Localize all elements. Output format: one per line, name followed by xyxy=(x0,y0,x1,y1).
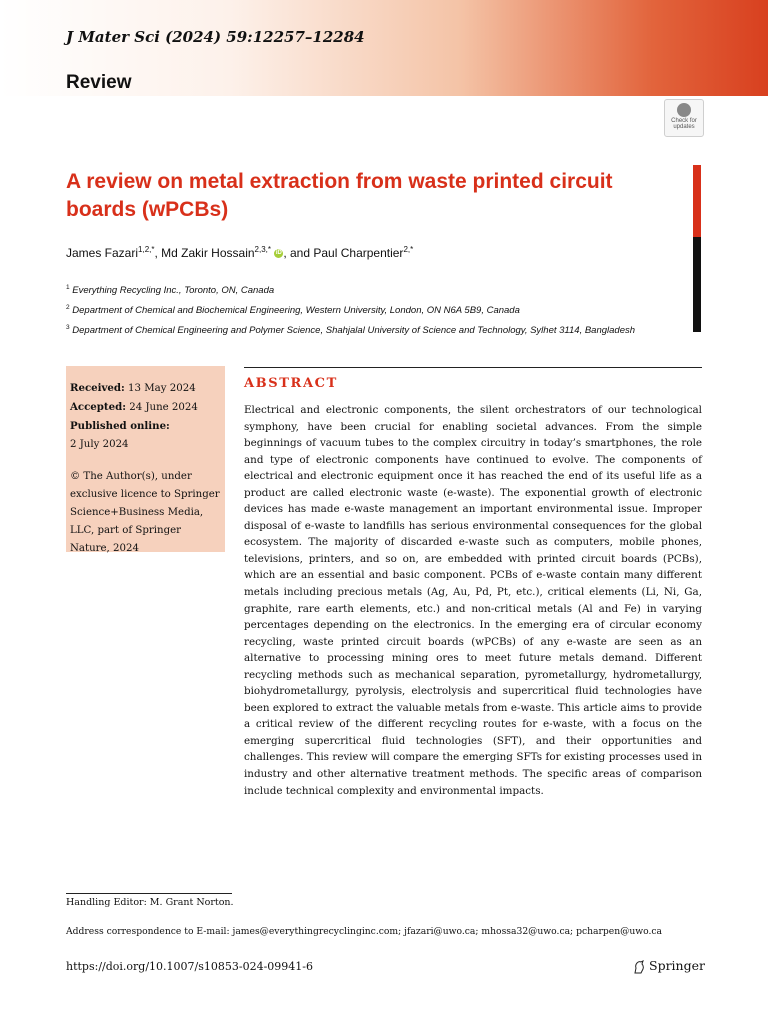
affiliation-text: Department of Chemical Engineering and Polymer Science, Shahjalal University of Science and Technology, Sylhet 3114, Bangladesh xyxy=(72,325,636,337)
affiliation-number: 1 xyxy=(66,284,70,291)
affiliation-text: Everything Recycling Inc., Toronto, ON, Canada xyxy=(72,285,275,297)
author-name[interactable]: Paul Charpentier xyxy=(313,246,404,260)
author-list xyxy=(66,245,413,260)
side-accent-bar-red xyxy=(693,165,701,237)
handling-editor: Handling Editor: M. Grant Norton. xyxy=(66,897,234,908)
received-date xyxy=(70,379,221,398)
article-history-box xyxy=(66,366,225,552)
abstract-divider xyxy=(244,367,702,368)
abstract-heading: ABSTRACT xyxy=(244,376,338,391)
author-separator: , and xyxy=(283,246,314,260)
journal-citation: J Mater Sci (2024) 59:12257–12284 xyxy=(66,28,365,46)
author-name[interactable]: Md Zakir Hossain xyxy=(161,246,255,260)
accepted-value: 24 June 2024 xyxy=(129,402,198,413)
article-title: A review on metal extraction from waste printed circuit boards (wPCBs) xyxy=(66,170,613,221)
doi-link[interactable]: https://doi.org/10.1007/s10853-024-09941-6 xyxy=(66,960,314,973)
affiliation-text: Department of Chemical and Biochemical Engineering, Western University, London, ON N6A 5B9, Canada xyxy=(72,305,520,317)
affiliation-item xyxy=(66,299,635,319)
affiliation-list xyxy=(66,279,635,339)
check-for-updates-button[interactable] xyxy=(664,99,704,137)
check-for-updates-label: Check for updates xyxy=(671,118,697,130)
footnote-divider xyxy=(66,893,232,894)
affiliation-number: 3 xyxy=(66,324,70,332)
copyright-notice: © The Author(s), under exclusive licence to Springer Science+Business Media, LLC, part of Springer Nature, 2024 xyxy=(70,471,220,554)
author-affil-ref: 1,2,* xyxy=(138,245,155,254)
affiliation-item xyxy=(66,319,635,339)
author-affil-ref: 2,3,* xyxy=(254,245,271,254)
accepted-label: Accepted: xyxy=(70,401,126,413)
orcid-icon[interactable]: iD xyxy=(275,250,282,257)
publisher-name: Springer xyxy=(649,958,705,973)
side-accent-bar-black xyxy=(693,237,701,332)
accepted-date xyxy=(70,398,221,417)
publisher-logo[interactable] xyxy=(632,958,705,974)
section-label: Review xyxy=(66,72,132,93)
author-separator: , xyxy=(154,246,162,260)
published-date xyxy=(70,417,221,454)
received-label: Received: xyxy=(70,382,125,394)
author-affil-ref: 2,* xyxy=(403,245,414,254)
published-value: 2 July 2024 xyxy=(70,439,129,450)
springer-horse-icon xyxy=(632,960,646,974)
correspondence-address[interactable]: Address correspondence to E-mail: james@everythingrecyclinginc.com; jfazari@uwo.ca; mhossa32@uwo.ca; pcharpen@uwo.ca xyxy=(66,926,663,937)
abstract-text: Electrical and electronic components, the silent orchestrators of our technological symphony, have been crucial for enabling societal advances. From the simple beginnings of vacuum tubes to the complex circuitry in today’s smartphones, the role and type of electronic components have continued to evolve. The components of electrical and electronic equipment once it has reached the end of its useful life as a product are called electronic waste (e-waste). The exponential growth of electronic devices has made e-waste management an important environmental issue. Improper disposal of e-waste to landfills has serious environmental consequences for the global ecosystem. The majority of discarded e-waste such as computers, mobile phones, televisions, printers, and so on, are embedded with printed circuit boards (PCBs), which are an essential and basic component. PCBs of e-waste contain many different metals including precious metals (Ag, Au, Pd, Pt, etc.), critical elements (Li, Ni, Ga, graphite, rare earth elements, etc.) and non-critical metals (Al and Fe) in varying percentages depending on the electronics. In the emerging era of circular economy recycling, waste printed circuit boards (wPCBs) of any e-waste are seen as an alternative to processing mining ores to meet future metals demand. Different recycling methods such as mechanical separation, pyrometallurgy, hydrometallurgy, biohydrometallurgy, pyrolysis, electrolysis and supercritical fluid technologies have been explored to extract the valuable metals from e-waste. This article aims to provide a critical review of the different recycling routes for e-waste, with a focus on the emerging supercritical fluid technologies (SFT), and their opportunities and challenges. This review will compare the emerging SFTs for existing processes used in industry and other alternative treatment methods. The specific areas of comparison include technical complexity and environmental impacts. xyxy=(244,404,702,797)
check-for-updates-icon xyxy=(677,103,691,117)
received-value: 13 May 2024 xyxy=(128,383,196,394)
author-name[interactable]: James Fazari xyxy=(66,246,139,260)
published-label: Published online: xyxy=(70,420,170,432)
affiliation-item xyxy=(66,279,635,299)
affiliation-number: 2 xyxy=(66,304,70,312)
